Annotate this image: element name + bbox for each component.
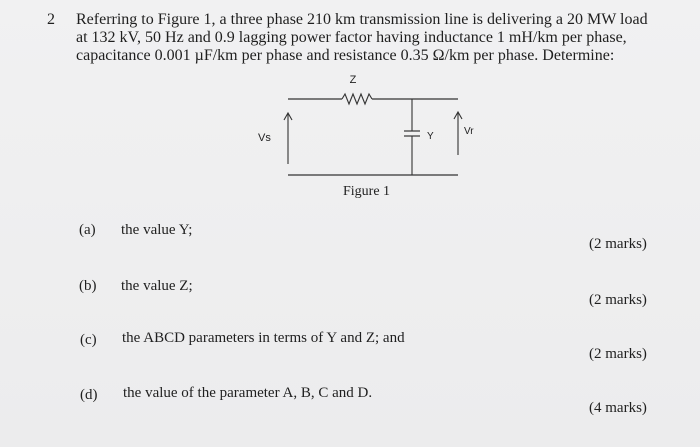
- part-a-marks: (2 marks): [589, 236, 647, 252]
- question-number: 2: [47, 11, 55, 28]
- question-text: [76, 11, 676, 65]
- part-d-text: the value of the parameter A, B, C and D.: [123, 385, 373, 401]
- question-line: Referring to Figure 1, a three phase 210 km transmission line is delivering a 20 MW load: [76, 11, 648, 28]
- part-a-text: the value Y;: [121, 222, 193, 238]
- part-c-text: the ABCD parameters in terms of Y and Z; and: [122, 330, 405, 346]
- question-line: capacitance 0.001 µF/km per phase and resistance 0.35 Ω/km per phase. Determine:: [76, 47, 615, 64]
- part-b-label: (b): [79, 278, 97, 294]
- part-c-label: (c): [80, 332, 97, 348]
- z-label: Z: [349, 74, 357, 86]
- y-label: Y: [427, 131, 434, 142]
- circuit-figure: [250, 72, 480, 182]
- part-a-label: (a): [79, 222, 96, 238]
- part-d-label: (d): [80, 387, 98, 403]
- part-b-marks: (2 marks): [589, 292, 647, 308]
- vr-label: Vr: [464, 126, 474, 137]
- question-line: at 132 kV, 50 Hz and 0.9 lagging power factor having inductance 1 mH/km per phase,: [76, 29, 627, 46]
- circuit-diagram: [250, 72, 480, 182]
- impedance-z-symbol: [342, 94, 372, 104]
- part-c-marks: (2 marks): [589, 346, 647, 362]
- part-d-marks: (4 marks): [589, 400, 647, 416]
- part-b-text: the value Z;: [121, 278, 193, 294]
- figure-caption: Figure 1: [343, 184, 391, 199]
- vs-label: Vs: [258, 132, 271, 144]
